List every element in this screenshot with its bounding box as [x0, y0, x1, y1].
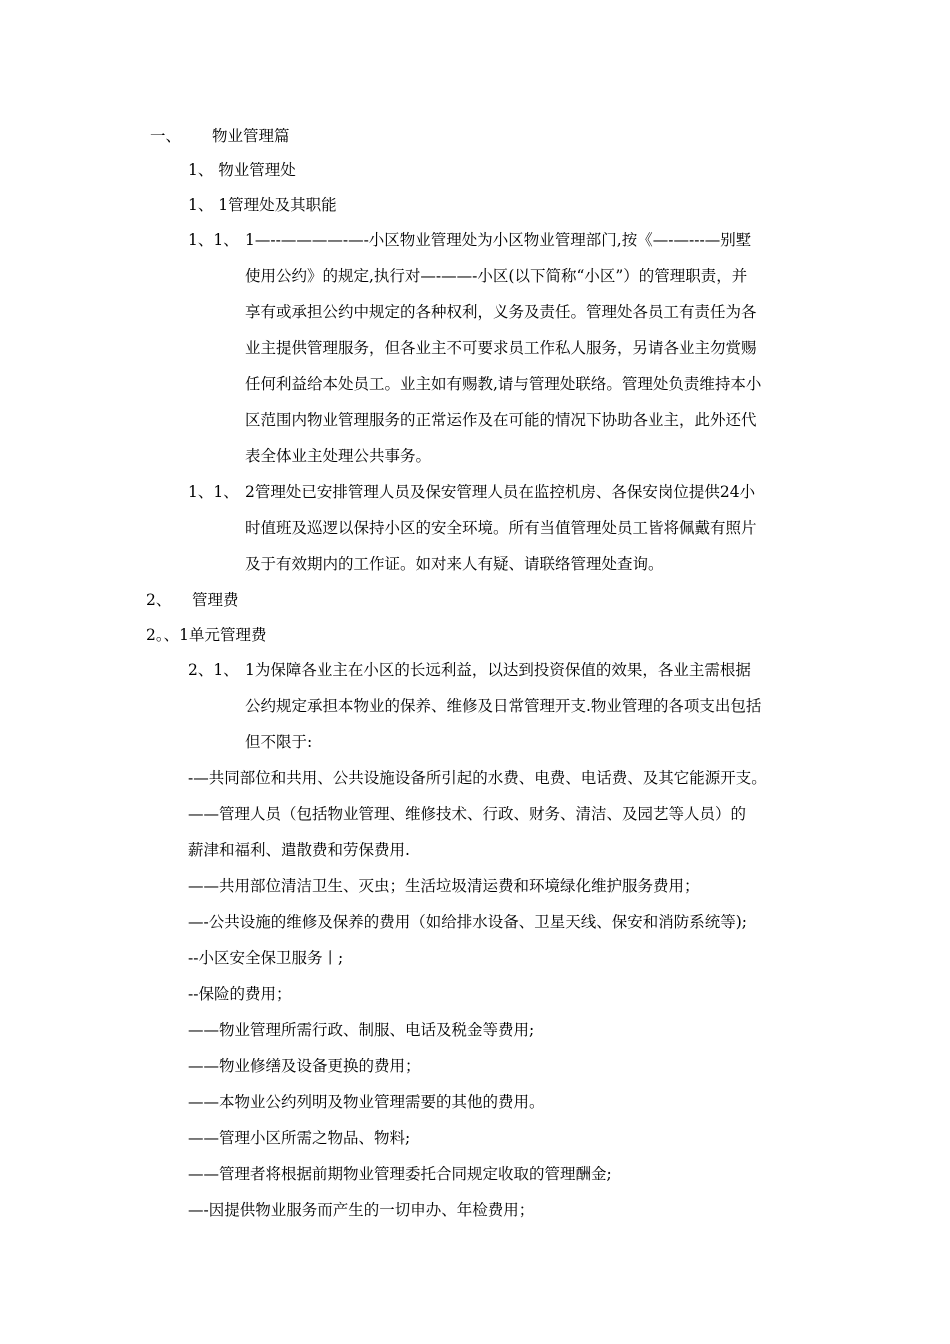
- expense-list-item: ——管理人员（包括物业管理、维修技术、行政、财务、清洁、及园艺等人员）的: [188, 805, 747, 823]
- paragraph-line: 2管理处已安排管理人员及保安管理人员在监控机房、各保安岗位提供24小: [245, 483, 756, 501]
- paragraph-2-1-1-number: 2、1、: [188, 661, 239, 679]
- paragraph-line: 公约规定承担本物业的保养、维修及日常管理开支.物业管理的各项支出包括: [245, 697, 762, 715]
- subsection-1-1-heading: 1、 1管理处及其职能: [188, 196, 337, 214]
- expense-list-item: ——物业管理所需行政、制服、电话及税金等费用;: [188, 1021, 535, 1039]
- paragraph-line: 时值班及巡逻以保持小区的安全环境。所有当值管理处员工皆将佩戴有照片: [245, 519, 757, 537]
- paragraph-1-1-2-number: 1、1、: [188, 483, 239, 501]
- expense-list-item: --小区安全保卫服务丨;: [188, 949, 344, 967]
- paragraph-line: 业主提供管理服务，但各业主不可要求员工作私人服务，另请各业主勿赏赐: [245, 339, 757, 357]
- expense-list-item: —-因提供物业服务而产生的一切申办、年检费用；: [188, 1201, 535, 1219]
- paragraph-line: 任何利益给本处员工。业主如有赐教,请与管理处联络。管理处负责维持本小: [245, 375, 762, 393]
- section-2-heading: [146, 590, 239, 610]
- section-2-title: 管理费: [192, 591, 239, 609]
- expense-list-item: ——共用部位清洁卫生、灭虫；生活垃圾清运费和环境绿化维护服务费用；: [188, 877, 700, 895]
- expense-list-item-continuation: 薪津和福利、遣散费和劳保费用.: [188, 841, 410, 859]
- paragraph-1-1-1-number: 1、1、: [188, 231, 239, 249]
- section-2-number: 2、: [146, 591, 172, 609]
- paragraph-line: 使用公约》的规定,执行对—-——-小区(以下简称“小区”）的管理职责，并: [245, 267, 748, 285]
- expense-list-item: -—共同部位和共用、公共设施设备所引起的水费、电费、电话费、及其它能源开支。: [188, 769, 767, 787]
- expense-list-item: ——物业修缮及设备更换的费用；: [188, 1057, 421, 1075]
- paragraph-line: 1为保障各业主在小区的长远利益，以达到投资保值的效果，各业主需根据: [245, 661, 751, 679]
- paragraph-line: 及于有效期内的工作证。如对来人有疑、请联络管理处查询。: [245, 555, 664, 573]
- expense-list-item: ——管理小区所需之物品、物料;: [188, 1129, 411, 1147]
- section-1-number: 一、: [150, 127, 182, 145]
- section-1-heading: [150, 126, 290, 146]
- paragraph-line: 但不限于:: [245, 733, 313, 751]
- paragraph-line: 区范围内物业管理服务的正常运作及在可能的情况下协助各业主，此外还代: [245, 411, 757, 429]
- paragraph-line: 表全体业主处理公共事务。: [245, 447, 432, 465]
- paragraph-line: 1—--————-—-小区物业管理处为小区物业管理部门,按《—-—---—别墅: [245, 231, 752, 249]
- section-1-title: 物业管理篇: [212, 127, 290, 145]
- expense-list-item: ——本物业公约列明及物业管理需要的其他的费用。: [188, 1093, 545, 1111]
- paragraph-line: 享有或承担公约中规定的各种权利，义务及责任。管理处各员工有责任为各: [245, 303, 757, 321]
- expense-list-item: ——管理者将根据前期物业管理委托合同规定收取的管理酬金;: [188, 1165, 612, 1183]
- subsection-1-heading: 1、 物业管理处: [188, 161, 296, 179]
- expense-list-item: --保险的费用；: [188, 985, 292, 1003]
- subsection-2-1-heading: 2。、1单元管理费: [146, 626, 267, 644]
- expense-list-item: —-公共设施的维修及保养的费用（如给排水设备、卫星天线、保安和消防系统等);: [188, 913, 748, 931]
